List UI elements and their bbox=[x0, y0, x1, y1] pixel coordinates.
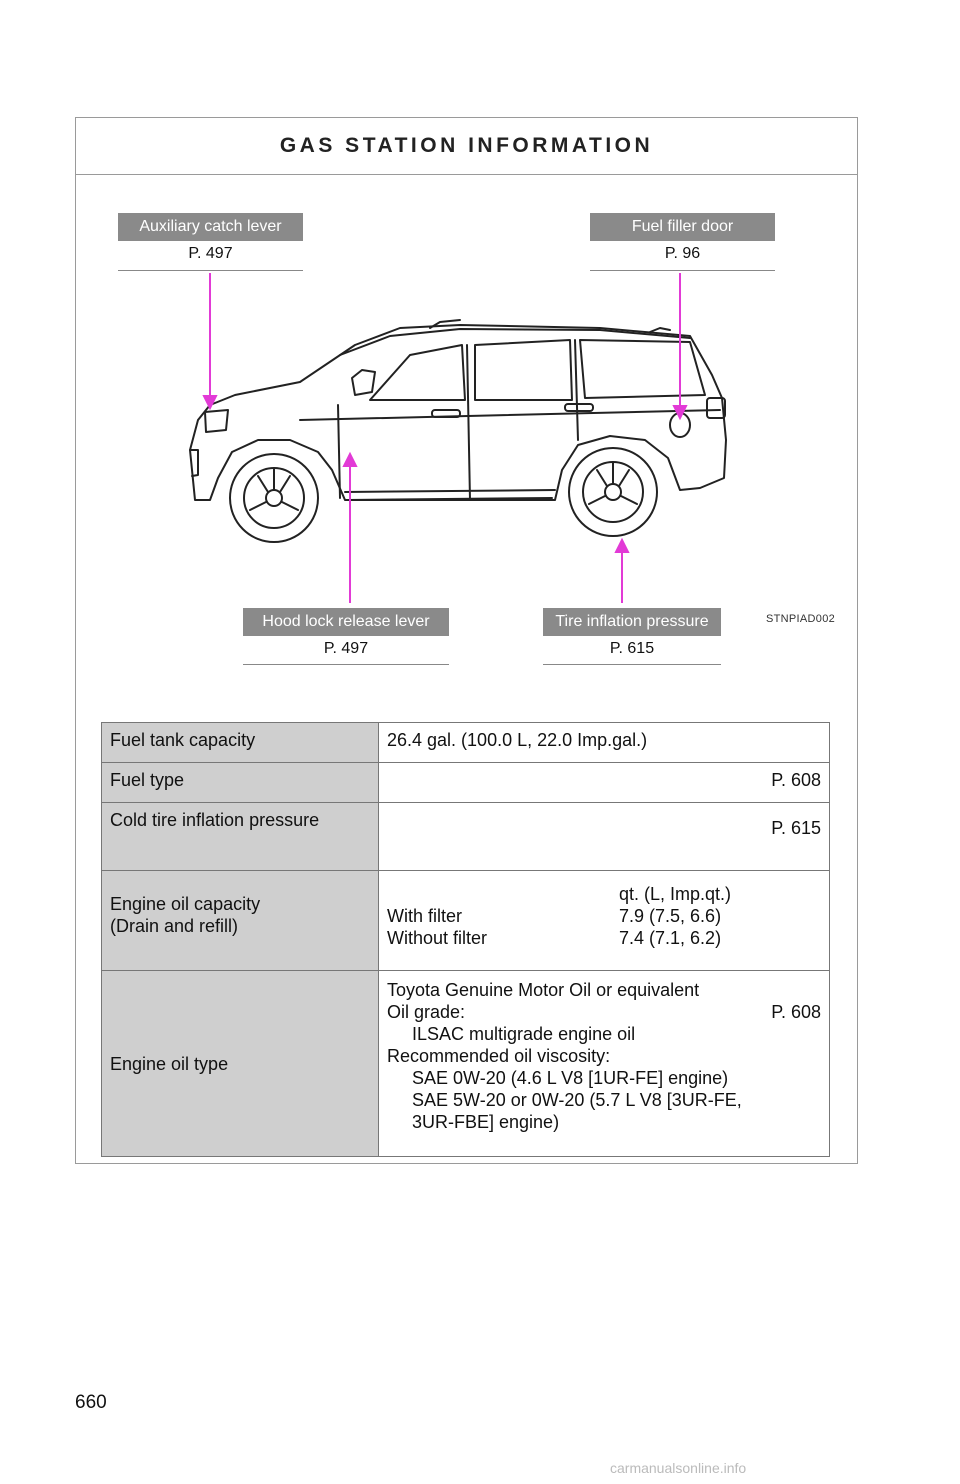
table-row bbox=[102, 971, 830, 1157]
viscosity-1: SAE 0W-20 (4.6 L V8 [1UR-FE] engine) bbox=[412, 1068, 729, 1088]
tag-auxiliary-catch-lever[interactable]: Auxiliary catch lever bbox=[118, 213, 303, 241]
tag-tire-inflation-pressure[interactable]: Tire inflation pressure bbox=[543, 608, 721, 636]
without-filter-value: 7.4 (7.1, 6.2) bbox=[619, 928, 722, 948]
label-line: (Drain and refill) bbox=[110, 916, 239, 936]
tag-fuel-filler-door[interactable]: Fuel filler door bbox=[590, 213, 775, 241]
page-ref-hood[interactable]: P. 497 bbox=[323, 640, 369, 657]
with-filter-value: 7.9 (7.5, 6.6) bbox=[619, 906, 722, 926]
oil-grade-value: ILSAC multigrade engine oil bbox=[412, 1024, 636, 1044]
image-code: STNPIAD002 bbox=[766, 613, 836, 625]
viscosity-label: Recommended oil viscosity: bbox=[387, 1046, 611, 1066]
link-fuel-type-page[interactable]: P. 608 bbox=[379, 763, 830, 803]
tag-hood-lock-release-lever[interactable]: Hood lock release lever bbox=[243, 608, 449, 636]
watermark: carmanualsonline.info bbox=[610, 1460, 747, 1476]
spec-table bbox=[101, 722, 830, 1157]
viscosity-2b: 3UR-FBE] engine) bbox=[412, 1112, 560, 1132]
without-filter-label: Without filter bbox=[387, 928, 488, 948]
value-engine-oil-capacity bbox=[379, 871, 830, 971]
link-cold-tire-page[interactable]: P. 615 bbox=[379, 803, 830, 871]
table-row bbox=[102, 803, 830, 871]
page-ref-fuel-door[interactable]: P. 96 bbox=[664, 245, 701, 262]
link-oil-grade-page[interactable]: P. 608 bbox=[771, 1002, 821, 1022]
suv-illustration bbox=[0, 0, 960, 720]
page-ref-auxiliary[interactable]: P. 497 bbox=[188, 245, 233, 262]
table-row bbox=[102, 763, 830, 803]
label-engine-oil-capacity bbox=[102, 871, 379, 971]
table-row bbox=[102, 723, 830, 763]
with-filter-label: With filter bbox=[387, 906, 463, 926]
page-number: 660 bbox=[75, 1392, 107, 1413]
label-cold-tire-inflation-pressure: Cold tire inflation pressure bbox=[102, 803, 379, 871]
capacity-unit: qt. (L, Imp.qt.) bbox=[619, 884, 732, 904]
page-title: GAS STATION INFORMATION bbox=[279, 134, 654, 157]
label-engine-oil-type: Engine oil type bbox=[102, 971, 379, 1157]
viscosity-2a: SAE 5W-20 or 0W-20 (5.7 L V8 [3UR-FE, bbox=[412, 1090, 742, 1110]
oil-grade-line bbox=[387, 1001, 821, 1023]
label-fuel-tank-capacity: Fuel tank capacity bbox=[102, 723, 379, 763]
table-row bbox=[102, 871, 830, 971]
oil-grade-label: Oil grade: bbox=[387, 1002, 466, 1022]
oil-capacity-grid bbox=[387, 883, 821, 949]
value-fuel-tank-capacity: 26.4 gal. (100.0 L, 22.0 Imp.gal.) bbox=[379, 723, 830, 763]
oil-type-line: Toyota Genuine Motor Oil or equivalent bbox=[387, 980, 700, 1000]
label-fuel-type: Fuel type bbox=[102, 763, 379, 803]
label-line: Engine oil capacity bbox=[110, 894, 261, 914]
value-engine-oil-type bbox=[379, 971, 830, 1157]
page-ref-tire[interactable]: P. 615 bbox=[609, 640, 655, 657]
